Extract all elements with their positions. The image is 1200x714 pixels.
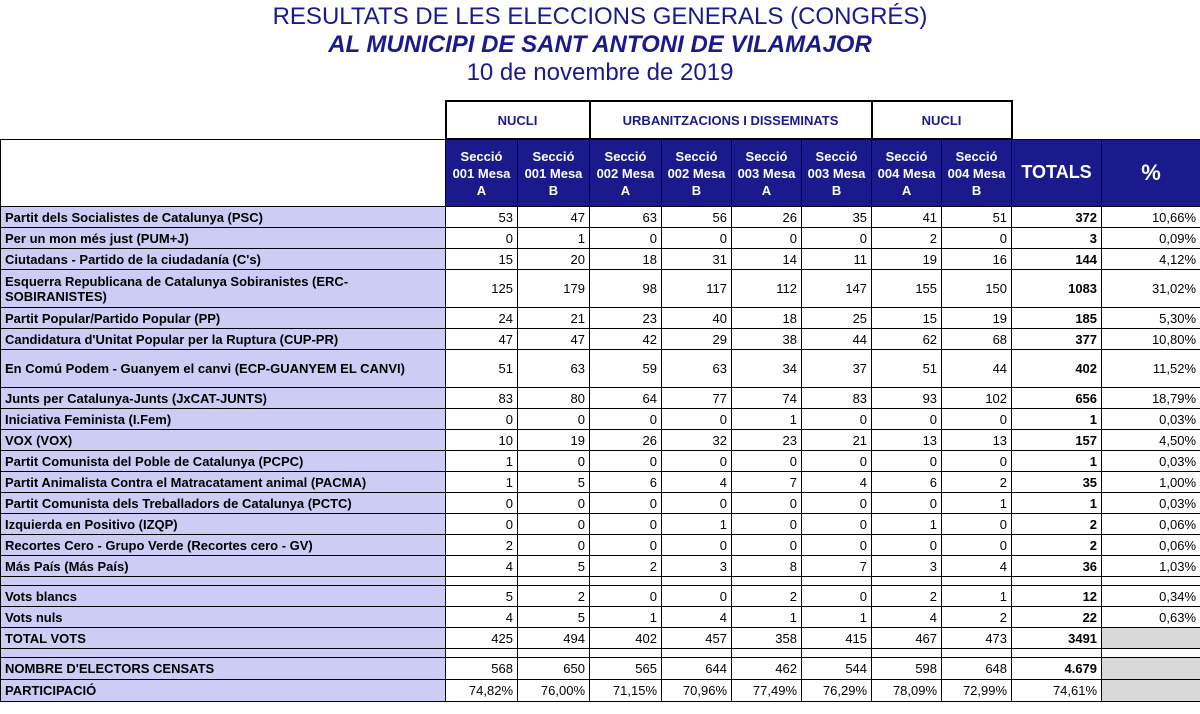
cell-value: 1 bbox=[942, 493, 1012, 514]
column-header: Secció 002 Mesa A bbox=[590, 139, 662, 207]
cell-value: 34 bbox=[732, 350, 802, 388]
cell-value: 0 bbox=[446, 409, 518, 430]
cell-value: 51 bbox=[446, 350, 518, 388]
cell-value: 0 bbox=[872, 409, 942, 430]
cell-value: 0 bbox=[518, 493, 590, 514]
party-row bbox=[1, 472, 1200, 493]
column-header-row bbox=[1, 139, 1200, 207]
cell-value: 0 bbox=[802, 586, 872, 607]
cell-value: 4 bbox=[662, 607, 732, 628]
row-label: Más País (Más País) bbox=[1, 556, 446, 577]
row-total: 377 bbox=[1012, 329, 1102, 350]
cell-value: 6 bbox=[872, 472, 942, 493]
party-row bbox=[1, 308, 1200, 329]
row-label: TOTAL VOTS bbox=[1, 628, 446, 649]
party-row bbox=[1, 409, 1200, 430]
cell-value: 0 bbox=[942, 535, 1012, 556]
party-row bbox=[1, 493, 1200, 514]
row-percent: 0,03% bbox=[1102, 451, 1200, 472]
row-total: 74,61% bbox=[1012, 680, 1102, 702]
party-row bbox=[1, 388, 1200, 409]
cell-value: 1 bbox=[802, 607, 872, 628]
row-label: Junts per Catalunya-Junts (JxCAT-JUNTS) bbox=[1, 388, 446, 409]
row-label: NOMBRE D'ELECTORS CENSATS bbox=[1, 658, 446, 680]
cell-value: 19 bbox=[872, 249, 942, 270]
row-label: Ciutadans - Partido de la ciudadanía (C's) bbox=[1, 249, 446, 270]
cell-value: 5 bbox=[446, 586, 518, 607]
group-header-urbanitzacions: URBANITZACIONS I DISSEMINATS bbox=[590, 101, 872, 139]
cell-value: 0 bbox=[662, 493, 732, 514]
row-label: Iniciativa Feminista (I.Fem) bbox=[1, 409, 446, 430]
row-total: 3491 bbox=[1012, 628, 1102, 649]
row-percent: 4,50% bbox=[1102, 430, 1200, 451]
cell-value: 1 bbox=[518, 228, 590, 249]
party-row bbox=[1, 350, 1200, 388]
cell-value: 63 bbox=[518, 350, 590, 388]
cell-value: 0 bbox=[732, 451, 802, 472]
cell-value: 0 bbox=[872, 493, 942, 514]
cell-value: 1 bbox=[732, 409, 802, 430]
cell-value: 0 bbox=[942, 451, 1012, 472]
cell-value: 0 bbox=[662, 228, 732, 249]
cell-value: 3 bbox=[662, 556, 732, 577]
cell-value: 23 bbox=[590, 308, 662, 329]
row-total: 22 bbox=[1012, 607, 1102, 628]
row-percent: 0,03% bbox=[1102, 409, 1200, 430]
cell-value: 147 bbox=[802, 270, 872, 308]
cell-value: 77 bbox=[662, 388, 732, 409]
cell-value: 72,99% bbox=[942, 680, 1012, 702]
group-header-row bbox=[1, 101, 1200, 139]
title-line-3: 10 de novembre de 2019 bbox=[466, 59, 734, 86]
cell-value: 358 bbox=[732, 628, 802, 649]
row-percent: 0,09% bbox=[1102, 228, 1200, 249]
cell-value: 68 bbox=[942, 329, 1012, 350]
cell-value: 155 bbox=[872, 270, 942, 308]
cell-value: 2 bbox=[872, 228, 942, 249]
cell-value: 650 bbox=[518, 658, 590, 680]
participation-row bbox=[1, 680, 1200, 702]
cell-value: 4 bbox=[872, 607, 942, 628]
cell-value: 2 bbox=[872, 586, 942, 607]
cell-value: 24 bbox=[446, 308, 518, 329]
cell-value: 71,15% bbox=[590, 680, 662, 702]
row-total: 1 bbox=[1012, 493, 1102, 514]
cell-value: 2 bbox=[942, 472, 1012, 493]
cell-value: 64 bbox=[590, 388, 662, 409]
row-total: 1083 bbox=[1012, 270, 1102, 308]
cell-value: 76,00% bbox=[518, 680, 590, 702]
cell-value: 462 bbox=[732, 658, 802, 680]
cell-value: 0 bbox=[518, 535, 590, 556]
cell-value: 4 bbox=[446, 607, 518, 628]
cell-value: 47 bbox=[446, 329, 518, 350]
cell-value: 26 bbox=[732, 207, 802, 228]
cell-value: 5 bbox=[518, 607, 590, 628]
row-label: Partit Animalista Contra el Matracatament animal (PACMA) bbox=[1, 472, 446, 493]
cell-value: 7 bbox=[732, 472, 802, 493]
cell-value: 0 bbox=[590, 514, 662, 535]
row-label: Candidatura d'Unitat Popular per la Ruptura (CUP-PR) bbox=[1, 329, 446, 350]
cell-value: 0 bbox=[590, 228, 662, 249]
cell-value: 19 bbox=[518, 430, 590, 451]
row-percent: 18,79% bbox=[1102, 388, 1200, 409]
column-header: Secció 003 Mesa B bbox=[802, 139, 872, 207]
cell-value: 0 bbox=[590, 451, 662, 472]
cell-value: 402 bbox=[590, 628, 662, 649]
row-percent: 31,02% bbox=[1102, 270, 1200, 308]
cell-value: 598 bbox=[872, 658, 942, 680]
cell-value: 44 bbox=[802, 329, 872, 350]
row-percent: 1,00% bbox=[1102, 472, 1200, 493]
results-table bbox=[0, 100, 1200, 702]
cell-value: 415 bbox=[802, 628, 872, 649]
cell-value: 18 bbox=[590, 249, 662, 270]
cell-value: 32 bbox=[662, 430, 732, 451]
cell-value: 21 bbox=[518, 308, 590, 329]
cell-value: 70,96% bbox=[662, 680, 732, 702]
cell-value: 37 bbox=[802, 350, 872, 388]
cell-value: 3 bbox=[872, 556, 942, 577]
row-total: 372 bbox=[1012, 207, 1102, 228]
row-percent-empty bbox=[1102, 628, 1200, 649]
cell-value: 644 bbox=[662, 658, 732, 680]
group-header-nucli-2: NUCLI bbox=[872, 101, 1012, 139]
cell-value: 0 bbox=[662, 535, 732, 556]
cell-value: 21 bbox=[802, 430, 872, 451]
cell-value: 15 bbox=[872, 308, 942, 329]
cell-value: 10 bbox=[446, 430, 518, 451]
cell-value: 0 bbox=[518, 514, 590, 535]
party-row bbox=[1, 535, 1200, 556]
cell-value: 14 bbox=[732, 249, 802, 270]
cell-value: 41 bbox=[872, 207, 942, 228]
cell-value: 25 bbox=[802, 308, 872, 329]
cell-value: 31 bbox=[662, 249, 732, 270]
row-label: Partit Comunista dels Treballadors de Catalunya (PCTC) bbox=[1, 493, 446, 514]
cell-value: 150 bbox=[942, 270, 1012, 308]
cell-value: 494 bbox=[518, 628, 590, 649]
row-label: Esquerra Republicana de Catalunya Sobiranistes (ERC-SOBIRANISTES) bbox=[1, 270, 446, 308]
cell-value: 78,09% bbox=[872, 680, 942, 702]
cell-value: 63 bbox=[590, 207, 662, 228]
title-line-2: AL MUNICIPI DE SANT ANTONI DE VILAMAJOR bbox=[328, 31, 872, 58]
row-label: Partit dels Socialistes de Catalunya (PSC) bbox=[1, 207, 446, 228]
cell-value: 44 bbox=[942, 350, 1012, 388]
column-header: Secció 001 Mesa B bbox=[518, 139, 590, 207]
cell-value: 2 bbox=[446, 535, 518, 556]
cell-value: 59 bbox=[590, 350, 662, 388]
cell-value: 0 bbox=[802, 514, 872, 535]
cell-value: 0 bbox=[802, 228, 872, 249]
row-percent: 0,06% bbox=[1102, 535, 1200, 556]
cell-value: 1 bbox=[590, 607, 662, 628]
cell-value: 93 bbox=[872, 388, 942, 409]
row-total: 2 bbox=[1012, 514, 1102, 535]
cell-value: 457 bbox=[662, 628, 732, 649]
cell-value: 98 bbox=[590, 270, 662, 308]
cell-value: 74,82% bbox=[446, 680, 518, 702]
row-percent: 4,12% bbox=[1102, 249, 1200, 270]
cell-value: 4 bbox=[802, 472, 872, 493]
cell-value: 4 bbox=[942, 556, 1012, 577]
cell-value: 0 bbox=[872, 535, 942, 556]
cell-value: 473 bbox=[942, 628, 1012, 649]
column-header: Secció 001 Mesa A bbox=[446, 139, 518, 207]
group-header-nucli-1: NUCLI bbox=[446, 101, 590, 139]
cell-value: 76,29% bbox=[802, 680, 872, 702]
row-label: Per un mon més just (PUM+J) bbox=[1, 228, 446, 249]
row-label: VOX (VOX) bbox=[1, 430, 446, 451]
separator-row bbox=[1, 577, 1200, 586]
cell-value: 0 bbox=[446, 228, 518, 249]
cell-value: 0 bbox=[662, 409, 732, 430]
column-header: Secció 004 Mesa B bbox=[942, 139, 1012, 207]
row-label: Vots nuls bbox=[1, 607, 446, 628]
cell-value: 51 bbox=[872, 350, 942, 388]
row-total: 12 bbox=[1012, 586, 1102, 607]
cell-value: 0 bbox=[662, 451, 732, 472]
cell-value: 568 bbox=[446, 658, 518, 680]
cell-value: 13 bbox=[942, 430, 1012, 451]
separator-row bbox=[1, 649, 1200, 658]
row-total: 656 bbox=[1012, 388, 1102, 409]
results-body bbox=[1, 207, 1200, 702]
row-label: En Comú Podem - Guanyem el canvi (ECP-GUANYEM EL CANVI) bbox=[1, 350, 446, 388]
cell-value: 16 bbox=[942, 249, 1012, 270]
cell-value: 51 bbox=[942, 207, 1012, 228]
row-total: 2 bbox=[1012, 535, 1102, 556]
row-percent: 0,06% bbox=[1102, 514, 1200, 535]
row-total: 36 bbox=[1012, 556, 1102, 577]
party-row bbox=[1, 556, 1200, 577]
cell-value: 47 bbox=[518, 207, 590, 228]
row-total: 1 bbox=[1012, 409, 1102, 430]
cell-value: 0 bbox=[590, 535, 662, 556]
totals-header: TOTALS bbox=[1012, 139, 1102, 207]
cell-value: 0 bbox=[942, 409, 1012, 430]
row-total: 3 bbox=[1012, 228, 1102, 249]
row-total: 157 bbox=[1012, 430, 1102, 451]
row-total: 144 bbox=[1012, 249, 1102, 270]
cell-value: 112 bbox=[732, 270, 802, 308]
cell-value: 0 bbox=[518, 451, 590, 472]
cell-value: 0 bbox=[732, 228, 802, 249]
cell-value: 179 bbox=[518, 270, 590, 308]
row-total: 35 bbox=[1012, 472, 1102, 493]
cell-value: 1 bbox=[662, 514, 732, 535]
cell-value: 117 bbox=[662, 270, 732, 308]
cell-value: 63 bbox=[662, 350, 732, 388]
cell-value: 47 bbox=[518, 329, 590, 350]
cell-value: 7 bbox=[802, 556, 872, 577]
cell-value: 62 bbox=[872, 329, 942, 350]
blank-votes-row bbox=[1, 586, 1200, 607]
party-row bbox=[1, 329, 1200, 350]
cell-value: 0 bbox=[942, 228, 1012, 249]
row-label: Vots blancs bbox=[1, 586, 446, 607]
row-percent-empty bbox=[1102, 680, 1200, 702]
row-label: Partit Comunista del Poble de Catalunya (PCPC) bbox=[1, 451, 446, 472]
row-label: Partit Popular/Partido Popular (PP) bbox=[1, 308, 446, 329]
row-percent: 0,03% bbox=[1102, 493, 1200, 514]
row-percent: 11,52% bbox=[1102, 350, 1200, 388]
cell-value: 23 bbox=[732, 430, 802, 451]
cell-value: 83 bbox=[446, 388, 518, 409]
cell-value: 0 bbox=[802, 451, 872, 472]
cell-value: 544 bbox=[802, 658, 872, 680]
percent-header: % bbox=[1102, 139, 1200, 207]
cell-value: 0 bbox=[518, 409, 590, 430]
row-label: Recortes Cero - Grupo Verde (Recortes cero - GV) bbox=[1, 535, 446, 556]
cell-value: 2 bbox=[590, 556, 662, 577]
cell-value: 1 bbox=[872, 514, 942, 535]
cell-value: 0 bbox=[446, 493, 518, 514]
row-total: 4.679 bbox=[1012, 658, 1102, 680]
cell-value: 29 bbox=[662, 329, 732, 350]
party-row bbox=[1, 430, 1200, 451]
cell-value: 0 bbox=[802, 409, 872, 430]
column-header: Secció 004 Mesa A bbox=[872, 139, 942, 207]
cell-value: 1 bbox=[732, 607, 802, 628]
cell-value: 15 bbox=[446, 249, 518, 270]
row-percent: 10,66% bbox=[1102, 207, 1200, 228]
row-percent: 0,63% bbox=[1102, 607, 1200, 628]
cell-value: 565 bbox=[590, 658, 662, 680]
party-row bbox=[1, 514, 1200, 535]
cell-value: 125 bbox=[446, 270, 518, 308]
cell-value: 0 bbox=[590, 586, 662, 607]
cell-value: 1 bbox=[942, 586, 1012, 607]
cell-value: 648 bbox=[942, 658, 1012, 680]
cell-value: 40 bbox=[662, 308, 732, 329]
null-votes-row bbox=[1, 607, 1200, 628]
cell-value: 0 bbox=[942, 514, 1012, 535]
cell-value: 2 bbox=[732, 586, 802, 607]
electors-row bbox=[1, 658, 1200, 680]
row-percent: 1,03% bbox=[1102, 556, 1200, 577]
title-line-1: RESULTATS DE LES ELECCIONS GENERALS (CONGRÉS) bbox=[272, 3, 928, 30]
cell-value: 13 bbox=[872, 430, 942, 451]
row-total: 185 bbox=[1012, 308, 1102, 329]
cell-value: 53 bbox=[446, 207, 518, 228]
cell-value: 2 bbox=[942, 607, 1012, 628]
cell-value: 425 bbox=[446, 628, 518, 649]
cell-value: 0 bbox=[802, 535, 872, 556]
row-total: 1 bbox=[1012, 451, 1102, 472]
cell-value: 8 bbox=[732, 556, 802, 577]
party-row bbox=[1, 228, 1200, 249]
cell-value: 35 bbox=[802, 207, 872, 228]
cell-value: 1 bbox=[446, 472, 518, 493]
party-row bbox=[1, 270, 1200, 308]
column-header: Secció 003 Mesa A bbox=[732, 139, 802, 207]
cell-value: 6 bbox=[590, 472, 662, 493]
cell-value: 80 bbox=[518, 388, 590, 409]
cell-value: 5 bbox=[518, 472, 590, 493]
party-row bbox=[1, 451, 1200, 472]
cell-value: 74 bbox=[732, 388, 802, 409]
cell-value: 467 bbox=[872, 628, 942, 649]
cell-value: 0 bbox=[446, 514, 518, 535]
cell-value: 2 bbox=[518, 586, 590, 607]
cell-value: 0 bbox=[590, 409, 662, 430]
cell-value: 26 bbox=[590, 430, 662, 451]
row-label: PARTICIPACIÓ bbox=[1, 680, 446, 702]
row-percent: 5,30% bbox=[1102, 308, 1200, 329]
cell-value: 4 bbox=[662, 472, 732, 493]
row-total: 402 bbox=[1012, 350, 1102, 388]
column-header: Secció 002 Mesa B bbox=[662, 139, 732, 207]
party-row bbox=[1, 207, 1200, 228]
row-percent-empty bbox=[1102, 658, 1200, 680]
row-percent: 10,80% bbox=[1102, 329, 1200, 350]
cell-value: 0 bbox=[590, 493, 662, 514]
cell-value: 0 bbox=[732, 514, 802, 535]
cell-value: 5 bbox=[518, 556, 590, 577]
cell-value: 56 bbox=[662, 207, 732, 228]
cell-value: 83 bbox=[802, 388, 872, 409]
total-votes-row bbox=[1, 628, 1200, 649]
cell-value: 102 bbox=[942, 388, 1012, 409]
cell-value: 0 bbox=[802, 493, 872, 514]
party-row bbox=[1, 249, 1200, 270]
cell-value: 18 bbox=[732, 308, 802, 329]
cell-value: 1 bbox=[446, 451, 518, 472]
cell-value: 11 bbox=[802, 249, 872, 270]
cell-value: 38 bbox=[732, 329, 802, 350]
row-label: Izquierda en Positivo (IZQP) bbox=[1, 514, 446, 535]
cell-value: 20 bbox=[518, 249, 590, 270]
cell-value: 77,49% bbox=[732, 680, 802, 702]
cell-value: 0 bbox=[732, 535, 802, 556]
row-percent: 0,34% bbox=[1102, 586, 1200, 607]
cell-value: 4 bbox=[446, 556, 518, 577]
cell-value: 0 bbox=[872, 451, 942, 472]
cell-value: 0 bbox=[732, 493, 802, 514]
cell-value: 19 bbox=[942, 308, 1012, 329]
cell-value: 42 bbox=[590, 329, 662, 350]
cell-value: 0 bbox=[662, 586, 732, 607]
